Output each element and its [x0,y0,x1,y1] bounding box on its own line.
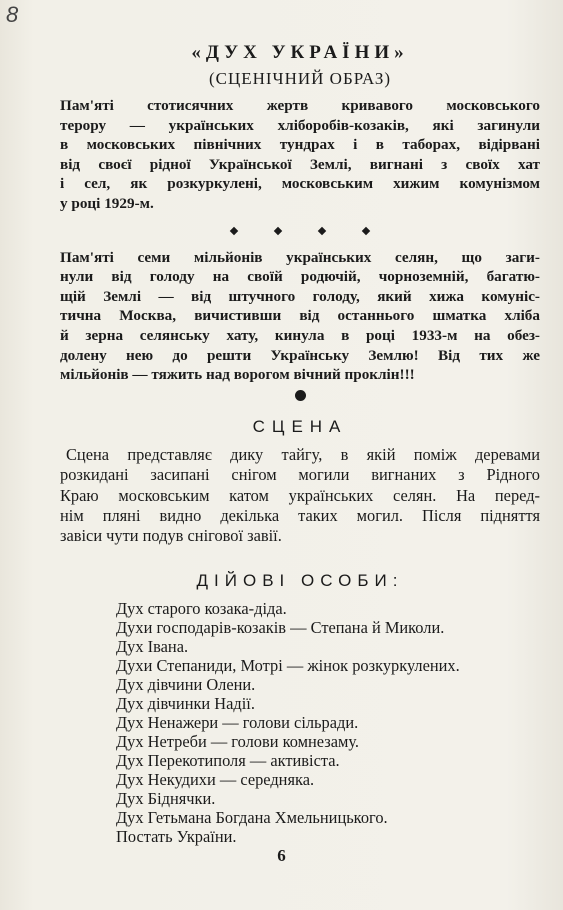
play-title: «ДУХ УКРАЇНИ» [191,42,409,63]
diamond-ornament-icon [362,226,370,234]
cast-item: Дух дівчини Олени. [116,674,256,694]
scene-heading: СЦЕНА [252,416,348,436]
text-line: долену нею до решти Українську Землю! Від тих же [60,346,540,364]
diamond-ornament-icon [230,226,238,234]
text-line: терору — українських хліборобів-козаків, які загинули [60,116,540,134]
page-content [60,40,540,846]
text-line: завіси чути подув снігової завії. [60,526,282,546]
play-subtitle: (СЦЕНІЧНИЙ ОБРАЗ) [208,69,392,88]
cast-item: Духи господарів-козаків — Степана й Миколи. [116,617,445,637]
text-line: й зерна селянську хату, кинула в році 1933-м на обез- [60,326,540,344]
cast-item: Дух Перекотиполя — активіста. [116,750,340,770]
cast-item: Духи Степаниди, Мотрі — жінок розкуркулених. [116,655,460,675]
text-line: у році 1929-м. [60,194,154,212]
cast-item: Дух дівчинки Надії. [116,693,255,713]
separator-diamonds [60,220,540,242]
text-line: Пам'яті стотисячних жертв кривавого московського [60,97,540,114]
cast-item: Дух старого козака-діда. [116,598,287,618]
handwritten-page-mark: 8 [6,2,19,27]
text-line: в московських північних тундрах і в таборах, відірвані [60,136,540,154]
diamond-ornament-icon [318,226,326,234]
cast-item: Дух Нетреби — голови комнезаму. [116,731,359,751]
bullet-ornament-icon [295,390,306,401]
text-line: Пам'яті семи мільйонів українських селян, що заги- [60,248,540,266]
cast-item: Постать України. [116,826,237,846]
cast-item: Дух Івана. [116,636,189,656]
scene-description [60,445,540,547]
cast-list [60,599,540,846]
text-line: мільйонів — тяжить над ворогом вічний проклін!!! [60,366,415,384]
text-line: і сел, як розкуркулені, московським хижим комунізмом [60,175,540,193]
text-line: нім пляні видно декілька таких могил. Після підняття [60,505,540,525]
text-line: розкидані засипані снігом могили вигнаних з Рідного [60,465,540,485]
diamond-ornament-icon [274,226,282,234]
cast-item: Дух Гетьмана Богдана Хмельницького. [116,807,388,827]
cast-heading: ДІЙОВІ ОСОБИ: [196,570,404,590]
cast-item: Дух Ненажери — голови сільради. [116,712,359,732]
text-line: Краю московським катом українських селян. На перед- [60,485,540,505]
dedication-first [60,96,540,214]
text-line: нули від голоду на своїй родючій, чорноземній, багатю- [60,268,540,286]
page-number: 6 [277,846,286,865]
text-line: щій Землі — від штучного голоду, який хижа комуніс- [60,287,540,305]
text-line: від своєї рідної Української Землі, вигнані з своїх хат [60,155,540,173]
dedication-second [60,248,540,385]
text-line: Сцена представляє дику тайгу, в якій поміж деревами [66,444,540,464]
text-line: тична Москва, вичистивши від останнього шматка хліба [60,307,540,325]
cast-item: Дух Некудихи — середняка. [116,769,315,789]
separator-bullet [60,385,540,407]
cast-item: Дух Біднячки. [116,788,216,808]
